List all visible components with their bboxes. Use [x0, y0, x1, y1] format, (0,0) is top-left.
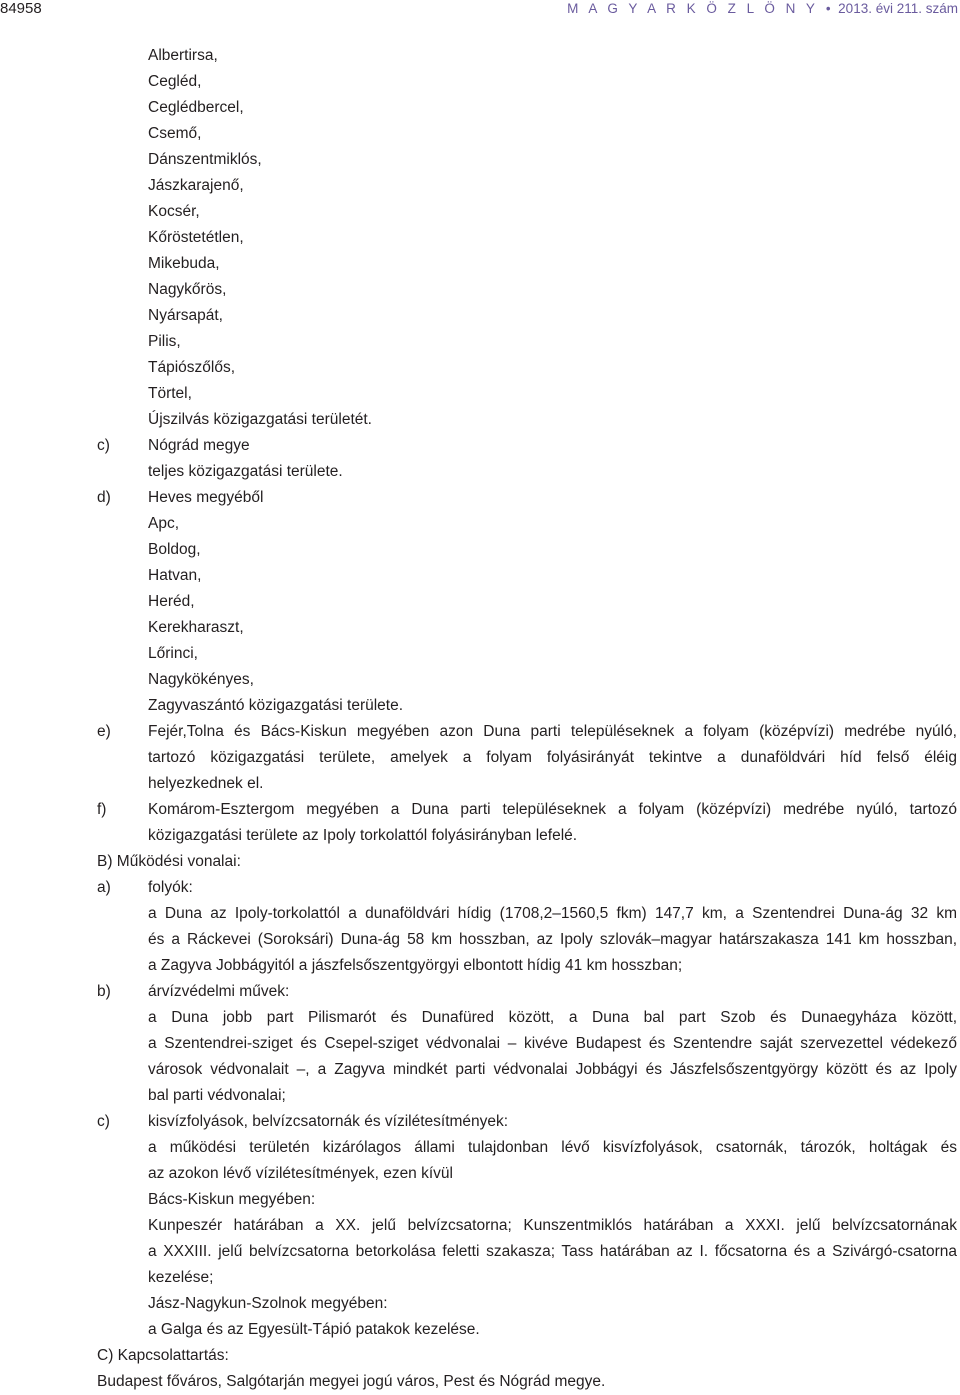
town-line: Ceglédbercel,	[148, 99, 244, 116]
small-waters-line: kezelése;	[148, 1269, 214, 1286]
section-d-line: Kerekharaszt,	[148, 619, 244, 636]
rivers-title: folyók:	[148, 879, 193, 896]
small-waters-line: az azokon lévő vízilétesítmények, ezen kívül	[148, 1165, 453, 1182]
section-d-line: Heves megyéből	[148, 489, 264, 506]
section-d-line: Nagykökényes,	[148, 671, 254, 688]
town-line: Nagykőrös,	[148, 281, 227, 298]
item-label-b-c: c)	[97, 1113, 110, 1130]
town-line: Albertirsa,	[148, 47, 218, 64]
contact-text: Budapest főváros, Salgótarján megyei jogú város, Pest és Nógrád megye.	[97, 1373, 606, 1390]
journal-title: M A G Y A R K Ö Z L Ö N Y	[567, 1, 819, 16]
section-f-line: közigazgatási területe az Ipoly torkolattól folyásirányban lefelé.	[148, 827, 578, 844]
small-waters-line: a működési területén kizárólagos állami tulajdonban lévő kisvízfolyások, csatornák, tározók, holtágak és	[148, 1139, 957, 1156]
page-number: 84958	[0, 0, 42, 17]
issue-number: 2013. évi 211. szám	[838, 1, 958, 16]
town-line: Kőröstetétlen,	[148, 229, 244, 246]
section-d-line: Apc,	[148, 515, 180, 532]
town-line: Mikebuda,	[148, 255, 220, 272]
section-e-line: helyezkednek el.	[148, 775, 264, 792]
section-e-line: Fejér,Tolna és Bács-Kiskun megyében azon Duna parti településeknek a folyam (középvízi) medrébe nyúló,	[148, 723, 957, 740]
rivers-line: és a Ráckevei (Soroksári) Duna-ág 58 km hosszban, az Ipoly szlovák–magyar határszakasza 141 km hosszban,	[148, 931, 957, 948]
town-line: Nyársapát,	[148, 307, 223, 324]
small-waters-line: Jász-Nagykun-Szolnok megyében:	[148, 1295, 388, 1312]
running-title	[567, 0, 958, 18]
town-line: Pilis,	[148, 333, 181, 350]
flood-works-title: árvízvédelmi művek:	[148, 983, 290, 1000]
item-label-b-a: a)	[97, 879, 111, 896]
item-label-b-b: b)	[97, 983, 111, 1000]
section-d-line: Zagyvaszántó közigazgatási területe.	[148, 697, 404, 714]
item-label-d: d)	[97, 489, 111, 506]
section-c-heading: C) Kapcsolattartás:	[97, 1347, 229, 1364]
flood-works-line: a Duna jobb part Pilismarót és Dunafüred között, a Duna bal part Szob és Dunaegyháza között,	[148, 1009, 957, 1026]
section-c-line: teljes közigazgatási területe.	[148, 463, 343, 480]
section-e-line: tartozó közigazgatási területe, amelyek a folyam folyásirányát tekintve a dunaföldvári híd felső éléig	[148, 749, 957, 766]
small-waters-title: kisvízfolyások, belvízcsatornák és vízilétesítmények:	[148, 1113, 509, 1130]
page-header	[0, 0, 960, 22]
town-line: Törtel,	[148, 385, 192, 402]
small-waters-line: a XXXIII. jelű belvízcsatorna betorkolása feletti szakasza; Tass határában az I. főcsatorna és a Szivárgó-csatorna	[148, 1243, 957, 1260]
flood-works-line: a Szentendrei-sziget és Csepel-sziget védvonalai – kivéve Budapest és Szentendre saját szervezettel védekező	[148, 1035, 957, 1052]
section-d-line: Lőrinci,	[148, 645, 198, 662]
section-d-line: Boldog,	[148, 541, 201, 558]
town-line: Tápiószőlős,	[148, 359, 236, 376]
section-d-line: Heréd,	[148, 593, 195, 610]
rivers-line: a Duna az Ipoly-torkolattól a dunaföldvári hídig (1708,2–1560,5 fkm) 147,7 km, a Szentendrei Duna-ág 32 km	[148, 905, 957, 922]
section-d-line: Hatvan,	[148, 567, 202, 584]
town-line: Jászkarajenő,	[148, 177, 244, 194]
item-label-e: e)	[97, 723, 111, 740]
section-f-line: Komárom-Esztergom megyében a Duna parti településeknek a folyam (középvízi) medrébe nyúló, tartozó	[148, 801, 957, 818]
bullet-separator: •	[825, 1, 831, 16]
rivers-line: a Zagyva Jobbágyitól a jászfelsőszentgyörgyi elbontott hídig 41 km hosszban;	[148, 957, 683, 974]
flood-works-line: bal parti védvonalai;	[148, 1087, 286, 1104]
item-label-f: f)	[97, 801, 107, 818]
town-line: Kocsér,	[148, 203, 200, 220]
town-line: Dánszentmiklós,	[148, 151, 262, 168]
section-c-line: Nógrád megye	[148, 437, 250, 454]
item-label-c: c)	[97, 437, 110, 454]
small-waters-line: a Galga és az Egyesült-Tápió patakok kezelése.	[148, 1321, 480, 1338]
small-waters-line: Kunpeszér határában a XX. jelű belvízcsatorna; Kunszentmiklós határában a XXXI. jelű belvízcsatornának	[148, 1217, 957, 1234]
town-line: Újszilvás közigazgatási területét.	[148, 411, 372, 428]
section-b-heading: B) Működési vonalai:	[97, 853, 241, 870]
town-line: Csemő,	[148, 125, 202, 142]
flood-works-line: városok védvonalait –, a Zagyva mindkét parti védvonalai Jobbágyi és Jászfelsőszentgyörgy között és az Ipoly	[148, 1061, 957, 1078]
town-line: Cegléd,	[148, 73, 202, 90]
small-waters-line: Bács-Kiskun megyében:	[148, 1191, 316, 1208]
